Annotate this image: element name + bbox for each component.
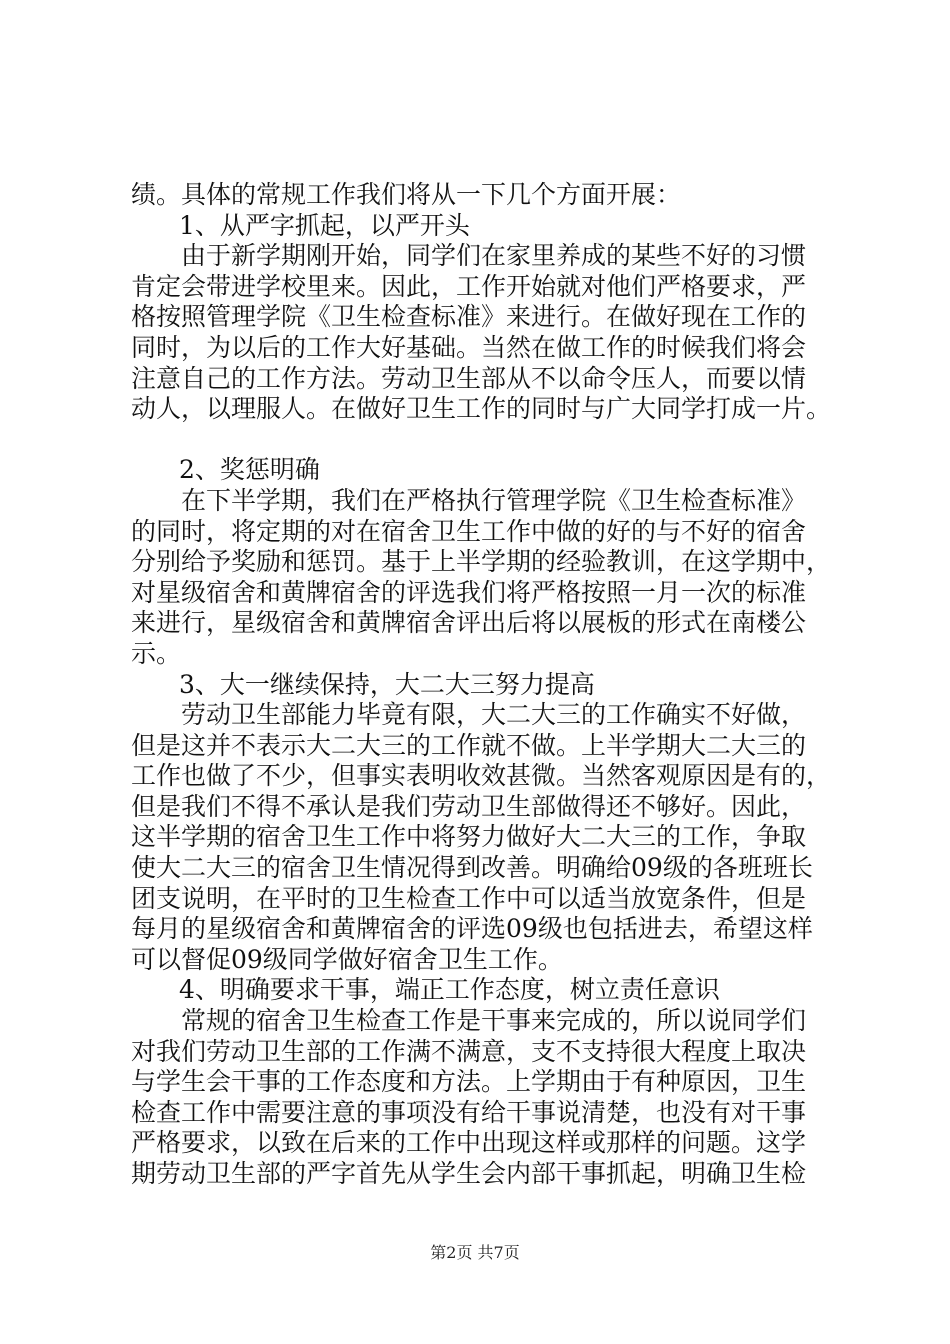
text-line: 对星级宿舍和黄牌宿舍的评选我们将严格按照一月一次的标准: [131, 577, 807, 607]
text-line: 严格要求，以致在后来的工作中出现这样或那样的问题。这学: [131, 1128, 807, 1158]
text-line: 期劳动卫生部的严字首先从学生会内部干事抓起，明确卫生检: [131, 1159, 807, 1188]
section-heading: 2、奖惩明确: [179, 455, 320, 485]
text-line: 示。: [131, 638, 182, 668]
section-heading: 1、从严字抓起，以严开头: [179, 210, 470, 240]
page-footer: 第2页 共7页: [430, 1243, 520, 1262]
text-line: 对我们劳动卫生部的工作满不满意，支不支持很大程度上取决: [131, 1036, 807, 1066]
text-line: 格按照管理学院《卫生检查标准》来进行。在做好现在工作的: [131, 302, 807, 332]
text-line: 劳动卫生部能力毕竟有限，大二大三的工作确实不好做，: [181, 700, 807, 730]
blank-line: [131, 425, 841, 456]
text-line: 团支说明，在平时的卫生检查工作中可以适当放宽条件，但是: [131, 883, 807, 913]
text-line: 肯定会带进学校里来。因此，工作开始就对他们严格要求，严: [131, 271, 807, 301]
text-line: 同时，为以后的工作大好基础。当然在做工作的时候我们将会: [131, 332, 807, 362]
text-line: 检查工作中需要注意的事项没有给干事说清楚，也没有对干事: [131, 1097, 807, 1127]
text-line: 这半学期的宿舍卫生工作中将努力做好大二大三的工作，争取: [131, 822, 807, 852]
text-line: 由于新学期刚开始，同学们在家里养成的某些不好的习惯: [181, 241, 807, 271]
text-line: 在下半学期，我们在严格执行管理学院《卫生检查标准》: [181, 485, 807, 515]
text-line: 绩。具体的常规工作我们将从一下几个方面开展：: [131, 180, 682, 209]
text-line: 与学生会干事的工作态度和方法。上学期由于有种原因，卫生: [131, 1067, 807, 1097]
text-line: 工作也做了不少，但事实表明收效甚微。当然客观原因是有的，: [131, 761, 832, 791]
text-line: 常规的宿舍卫生检查工作是干事来完成的，所以说同学们: [181, 1006, 807, 1036]
text-line: 注意自己的工作方法。劳动卫生部从不以命令压人，而要以情: [131, 363, 807, 393]
text-line: 动人，以理服人。在做好卫生工作的同时与广大同学打成一片。: [131, 394, 832, 424]
section-heading: 4、明确要求干事，端正工作态度，树立责任意识: [179, 975, 720, 1005]
text-line: 每月的星级宿舍和黄牌宿舍的评选09级也包括进去，希望这样: [131, 914, 813, 944]
text-line: 分别给予奖励和惩罚。基于上半学期的经验教训，在这学期中，: [131, 547, 832, 577]
document-body: [131, 180, 841, 1190]
text-line: 但是这并不表示大二大三的工作就不做。上半学期大二大三的: [131, 730, 807, 760]
text-line: 来进行，星级宿舍和黄牌宿舍评出后将以展板的形式在南楼公: [131, 608, 807, 638]
text-line: 的同时，将定期的对在宿舍卫生工作中做的好的与不好的宿舍: [131, 516, 807, 546]
text-line: 但是我们不得不承认是我们劳动卫生部做得还不够好。因此，: [131, 791, 807, 821]
section-heading: 3、大一继续保持，大二大三努力提高: [179, 669, 595, 699]
text-line: 使大二大三的宿舍卫生情况得到改善。明确给09级的各班班长: [131, 853, 813, 883]
text-line: 可以督促09级同学做好宿舍卫生工作。: [131, 944, 563, 974]
